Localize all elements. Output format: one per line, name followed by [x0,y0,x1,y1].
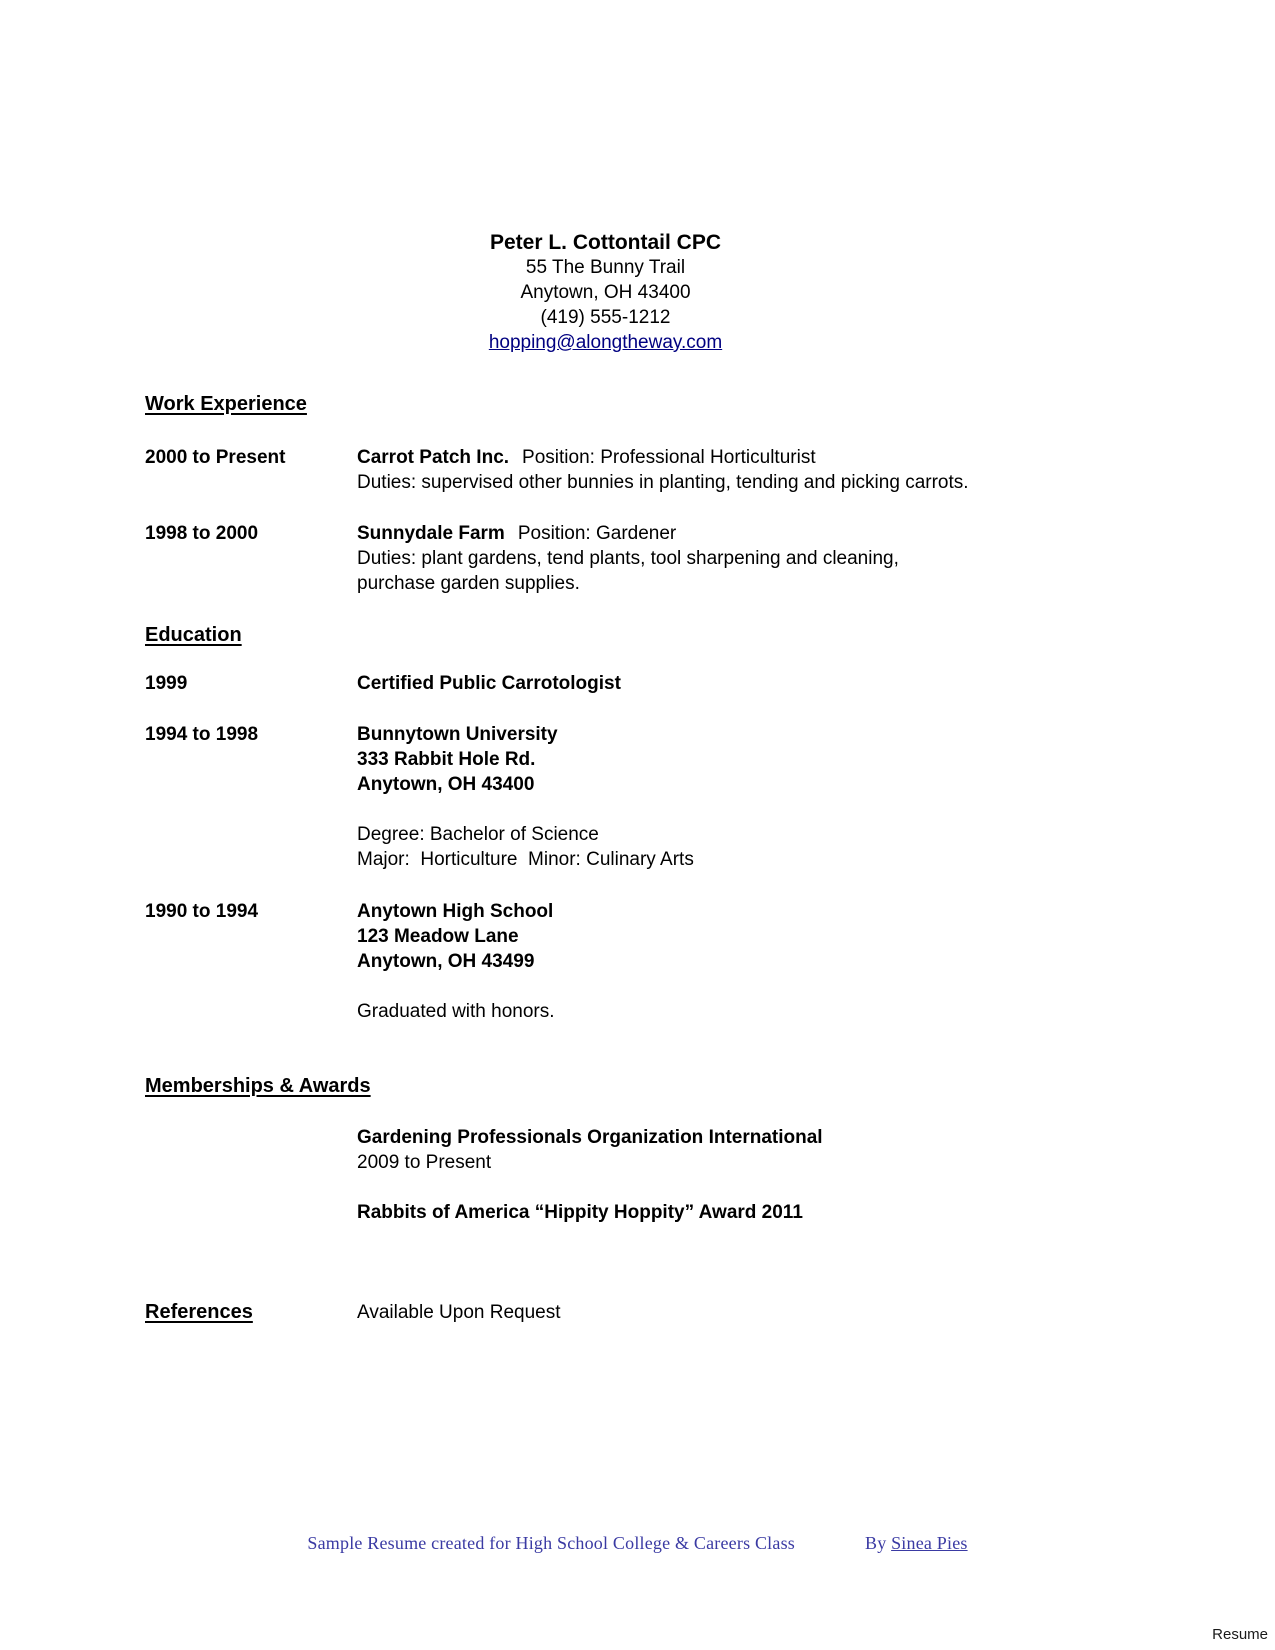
degree-line: Degree: Bachelor of Science [357,824,599,845]
email-link[interactable]: hopping@alongtheway.com [488,332,723,353]
contact-header [145,230,1066,355]
person-name: Peter L. Cottontail CPC [489,231,721,254]
school-city: Anytown, OH 43400 [357,774,535,795]
job-content [357,521,1066,596]
school-name: Bunnytown University [357,724,558,745]
phone-number: (419) 555-1212 [540,307,671,328]
section-heading-memberships-awards: Memberships & Awards [145,1075,371,1097]
school-city: Anytown, OH 43499 [357,951,535,972]
job-duties: purchase garden supplies. [357,573,580,594]
job-entry [145,445,1066,495]
education-entry [145,671,1066,696]
award-entry [357,1200,1066,1225]
education-content [357,899,1066,1024]
footer-credit [0,1531,1275,1555]
major-minor-line: Major: Horticulture Minor: Culinary Arts [357,849,694,870]
school-address: 123 Meadow Lane [357,926,519,947]
education-dates: 1999 [145,673,188,694]
address-line-2: Anytown, OH 43400 [520,282,691,303]
education-title: Certified Public Carrotologist [357,673,621,694]
email-row [145,330,1066,355]
membership-title: Gardening Professionals Organization International [357,1127,823,1148]
education-details [357,999,1066,1024]
section-heading-references [145,1300,357,1325]
author-link[interactable]: Sinea Pies [891,1533,968,1553]
job-dates: 2000 to Present [145,447,286,468]
job-duties: Duties: supervised other bunnies in planting, tending and picking carrots. [357,472,969,493]
education-dates: 1990 to 1994 [145,901,259,922]
employer-name: Sunnydale Farm [357,523,505,544]
award-title: Rabbits of America “Hippity Hoppity” Award 2011 [357,1202,803,1223]
education-entry [145,899,1066,1024]
job-dates: 1998 to 2000 [145,523,259,544]
job-title-line [357,445,1066,470]
footer-caption: Sample Resume created for High School College & Careers Class [307,1533,795,1553]
job-duties: Duties: plant gardens, tend plants, tool sharpening and cleaning, [357,548,899,569]
school-address: 333 Rabbit Hole Rd. [357,749,536,770]
address-line-1: 55 The Bunny Trail [525,257,686,278]
employer-name: Carrot Patch Inc. [357,447,510,468]
membership-dates: 2009 to Present [357,1152,492,1173]
job-content [357,445,1066,495]
education-entry [145,722,1066,872]
honors-line: Graduated with honors. [357,1001,555,1022]
membership-entry [357,1125,1066,1175]
references-section [145,1300,1066,1325]
job-position: Position: Gardener [517,523,677,544]
job-title-line [357,521,1066,546]
education-details [357,822,1066,872]
section-heading-education: Education [145,624,242,646]
section-heading-work-experience: Work Experience [145,393,307,415]
education-dates: 1994 to 1998 [145,724,259,745]
corner-label: Resume [1212,1626,1268,1643]
education-content [357,722,1066,872]
job-entry [145,521,1066,596]
school-name: Anytown High School [357,901,554,922]
references-heading-text: References [145,1301,253,1323]
references-text: Available Upon Request [357,1302,561,1323]
footer-by-label: By [864,1533,887,1553]
job-position: Position: Professional Horticulturist [522,447,816,468]
